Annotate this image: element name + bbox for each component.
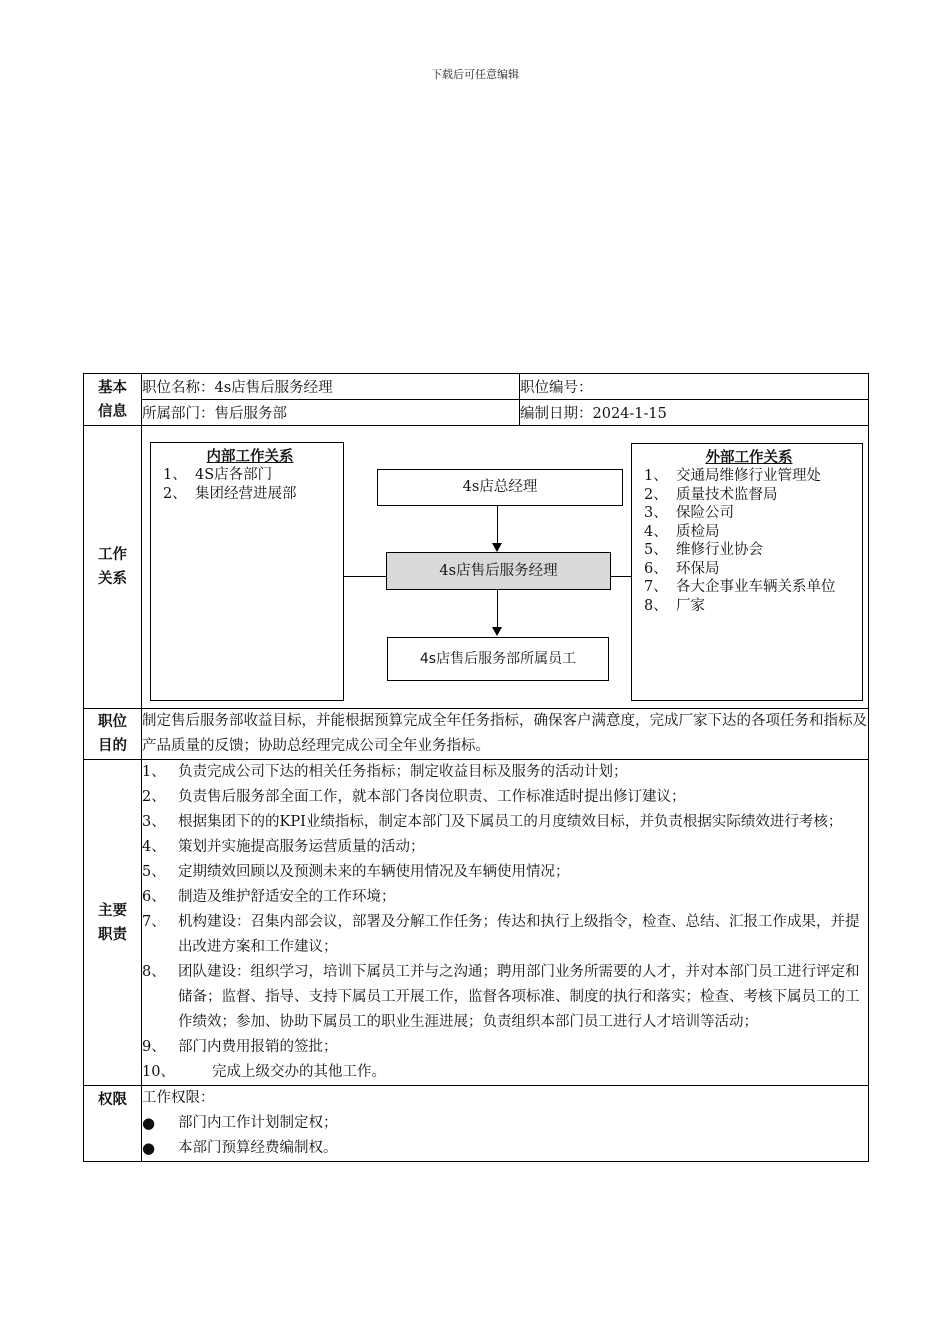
- external-item: [644, 541, 854, 560]
- duty-item: [142, 860, 868, 885]
- external-relations-box: [631, 443, 863, 701]
- arrow-head-1: [492, 543, 502, 552]
- external-list: [644, 467, 854, 615]
- authority-label: 权限: [84, 1086, 142, 1162]
- duty-text: 定期绩效回顾以及预测未来的车辆使用情况及车辆使用情况；: [178, 864, 570, 880]
- duty-item: [142, 960, 868, 1035]
- external-item-num: 6、: [644, 560, 668, 577]
- internal-list: [163, 466, 337, 503]
- duty-num: 1、: [142, 764, 166, 780]
- duty-text: 完成上级交办的其他工作。: [212, 1064, 386, 1080]
- external-item-text: 各大企事业车辆关系单位: [676, 579, 836, 595]
- header-note: 下载后可任意编辑: [431, 68, 519, 81]
- duties-list: [142, 760, 869, 1086]
- external-item: [644, 578, 854, 597]
- internal-item: [163, 466, 337, 485]
- bullet-icon: ●: [142, 1139, 156, 1157]
- duty-item: [142, 885, 868, 910]
- duty-num: 8、: [142, 964, 166, 980]
- authority-item: [142, 1111, 868, 1136]
- duties-label: 主要职责: [84, 760, 142, 1086]
- external-item-num: 8、: [644, 597, 668, 614]
- duty-text: 机构建设：召集内部会议，部署及分解工作任务；传达和执行上级指令，检查、总结、汇报工作成果，并提出改进方案和工作建议；: [178, 914, 860, 955]
- external-item: [644, 597, 854, 616]
- duty-item: [142, 1035, 868, 1060]
- authority-list: [142, 1111, 868, 1161]
- duty-num: 5、: [142, 864, 166, 880]
- self-node: 4s店售后服务经理: [386, 552, 611, 590]
- arrow-line-2: [497, 590, 498, 630]
- authority-cell: [142, 1086, 869, 1162]
- duty-item: [142, 760, 868, 785]
- duty-text: 负责完成公司下达的相关任务指标；制定收益目标及服务的活动计划；: [178, 764, 628, 780]
- duty-text: 团队建设：组织学习，培训下属员工并与之沟通；聘用部门业务所需要的人才，并对本部门员工进行评定和储备；监督、指导、支持下属员工开展工作，监督各项标准、制度的执行和落实；检查、考核下属员工的工作绩效；参加、协助下属员工的职业生涯进展；负责组织本部门员工进行人才培训等活动；: [178, 964, 860, 1030]
- compile-date: 编制日期：2024-1-15: [520, 400, 869, 426]
- arrow-line-1: [497, 506, 498, 546]
- internal-item-text: 4S店各部门: [195, 467, 273, 483]
- duty-item: [142, 785, 868, 810]
- bullet-icon: ●: [142, 1114, 156, 1132]
- external-item-num: 7、: [644, 579, 668, 595]
- external-item-text: 交通局维修行业管理处: [676, 468, 821, 484]
- external-item-text: 保险公司: [676, 505, 734, 521]
- external-item: [644, 486, 854, 505]
- external-item-num: 4、: [644, 523, 668, 540]
- internal-item: [163, 485, 337, 504]
- arrow-head-2: [492, 627, 502, 636]
- authority-text: 部门内工作计划制定权；: [178, 1115, 338, 1131]
- connector-left: [344, 576, 386, 577]
- duty-text: 负责售后服务部全面工作，就本部门各岗位职责、工作标准适时提出修订建议；: [178, 789, 686, 805]
- relations-label: 工作关系: [84, 426, 142, 709]
- relations-diagram: [142, 426, 868, 708]
- duty-num: 7、: [142, 914, 166, 930]
- internal-relations-title: 内部工作关系: [206, 449, 294, 465]
- external-item-num: 5、: [644, 542, 668, 558]
- internal-relations-box: [150, 442, 344, 701]
- authority-item: [142, 1136, 868, 1161]
- authority-intro: 工作权限：: [142, 1090, 215, 1106]
- external-item: [644, 523, 854, 542]
- external-item: [644, 560, 854, 579]
- duty-text: 策划并实施提高服务运营质量的活动；: [178, 839, 425, 855]
- external-item-num: 1、: [644, 468, 668, 484]
- duty-num: 3、: [142, 814, 166, 830]
- duty-num: 9、: [142, 1039, 166, 1055]
- internal-item-num: 1、: [163, 467, 187, 483]
- purpose-text: 制定售后服务部收益目标，并能根据预算完成全年任务指标，确保客户满意度，完成厂家下达的各项任务和指标及产品质量的反馈；协助总经理完成公司全年业务指标。: [142, 709, 869, 760]
- basic-info-label: 基本信息: [84, 374, 142, 426]
- subordinate-node: 4s店售后服务部所属员工: [387, 637, 609, 681]
- authority-text: 本部门预算经费编制权。: [178, 1140, 338, 1156]
- duty-text: 根据集团下的的KPI业绩指标，制定本部门及下属员工的月度绩效目标，并负责根据实际绩效进行考核；: [178, 814, 843, 830]
- external-item-text: 厂家: [676, 597, 705, 614]
- connector-right: [611, 576, 631, 577]
- duty-num: 2、: [142, 789, 166, 805]
- duty-num: 6、: [142, 889, 166, 905]
- external-item-num: 2、: [644, 486, 668, 503]
- external-item-text: 质量技术监督局: [676, 486, 778, 503]
- external-item-text: 质检局: [676, 523, 720, 540]
- job-description-table: [83, 373, 869, 1162]
- external-relations-title: 外部工作关系: [705, 450, 793, 466]
- external-item: [644, 467, 854, 486]
- relations-diagram-cell: [142, 426, 869, 709]
- duty-text: 部门内费用报销的签批；: [178, 1039, 338, 1055]
- internal-item-text: 集团经营进展部: [195, 485, 297, 502]
- duty-item: [142, 1060, 868, 1085]
- duty-num: 10、: [142, 1064, 175, 1080]
- position-name: 职位名称：4s店售后服务经理: [142, 374, 520, 400]
- external-item-text: 环保局: [676, 560, 720, 577]
- superior-node: 4s店总经理: [377, 469, 623, 506]
- internal-item-num: 2、: [163, 485, 187, 502]
- duty-item: [142, 810, 868, 835]
- duty-item: [142, 835, 868, 860]
- position-code: 职位编号：: [520, 374, 869, 400]
- duty-num: 4、: [142, 839, 166, 855]
- department: 所属部门：售后服务部: [142, 400, 520, 426]
- purpose-label: 职位目的: [84, 709, 142, 760]
- external-item: [644, 504, 854, 523]
- duty-text: 制造及维护舒适安全的工作环境；: [178, 889, 396, 905]
- external-item-num: 3、: [644, 505, 668, 521]
- duty-item: [142, 910, 868, 960]
- external-item-text: 维修行业协会: [676, 542, 763, 558]
